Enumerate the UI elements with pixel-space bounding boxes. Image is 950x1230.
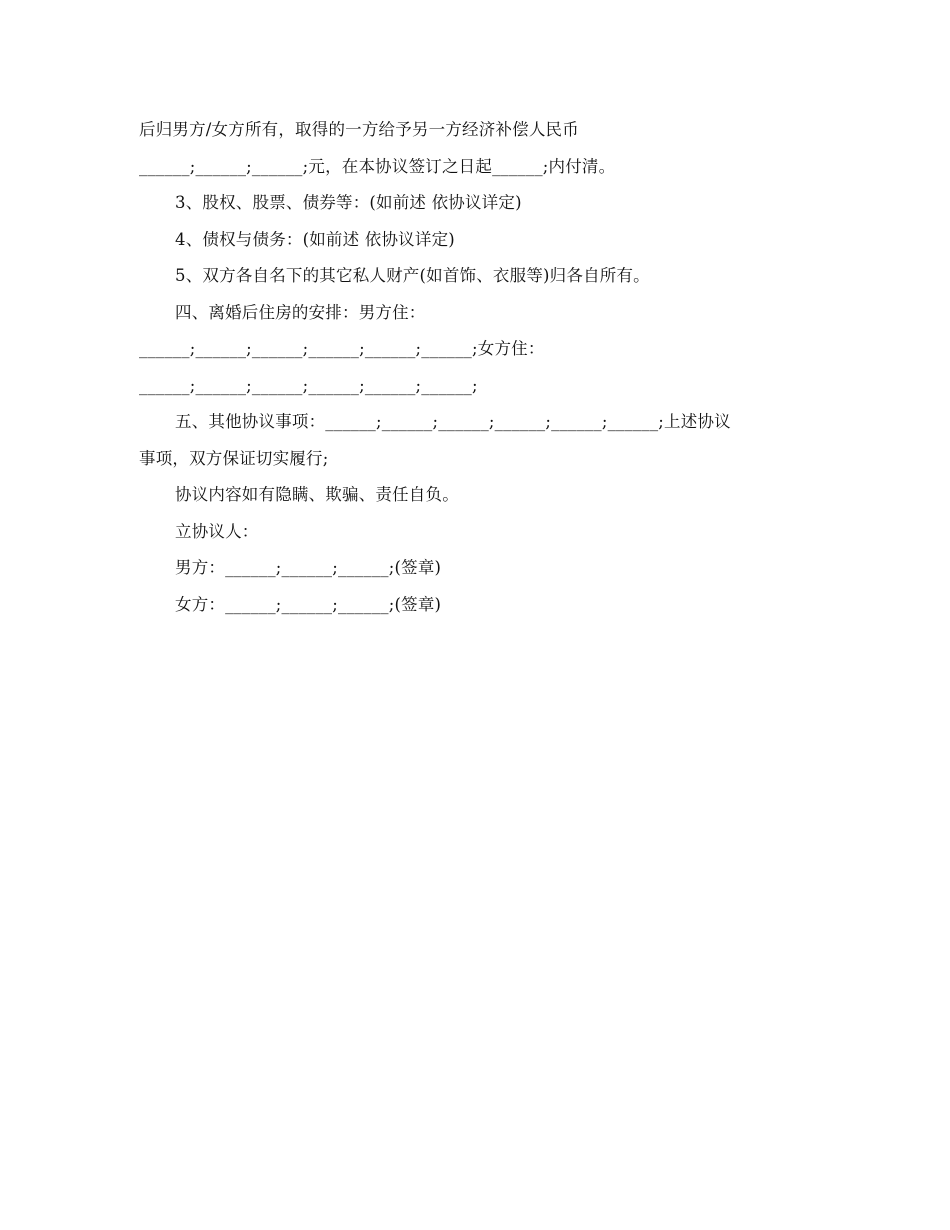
paragraph-line-payment-deadline: ______;______;______;元，在本协议签订之日起______;内付清。 (139, 156, 616, 176)
paragraph-line-compensation: 后归男方/女方所有，取得的一方给予另一方经济补偿人民币 (139, 120, 579, 139)
signatories-label: 立协议人： (175, 521, 259, 541)
paragraph-line-housing-female: ______;______;______;______;______;______; (139, 375, 478, 395)
paragraph-line-liability: 协议内容如有隐瞒、欺骗、责任自负。 (175, 485, 459, 504)
signature-line-female: 女方：______;______;______;(签章) (175, 594, 442, 614)
signature-line-male: 男方：______;______;______;(签章) (175, 558, 442, 577)
paragraph-line-guarantee: 事项，双方保证切实履行; (139, 448, 329, 468)
paragraph-line-equity-stocks: 3、股权、股票、债券等：(如前述 依协议详定) (175, 193, 522, 212)
paragraph-line-private-property: 5、双方各自名下的其它私人财产(如首饰、衣服等)归各自所有。 (175, 266, 650, 285)
paragraph-line-debts: 4、债权与债务：(如前述 依协议详定) (175, 229, 455, 249)
paragraph-line-housing-male: ______;______;______;______;______;______;女方住： (139, 339, 545, 358)
section-heading-other-matters: 五、其他协议事项：______;______;______;______;______;______;上述协议 (175, 412, 731, 431)
section-heading-housing: 四、离婚后住房的安排：男方住： (175, 302, 426, 322)
document-body (139, 112, 819, 623)
